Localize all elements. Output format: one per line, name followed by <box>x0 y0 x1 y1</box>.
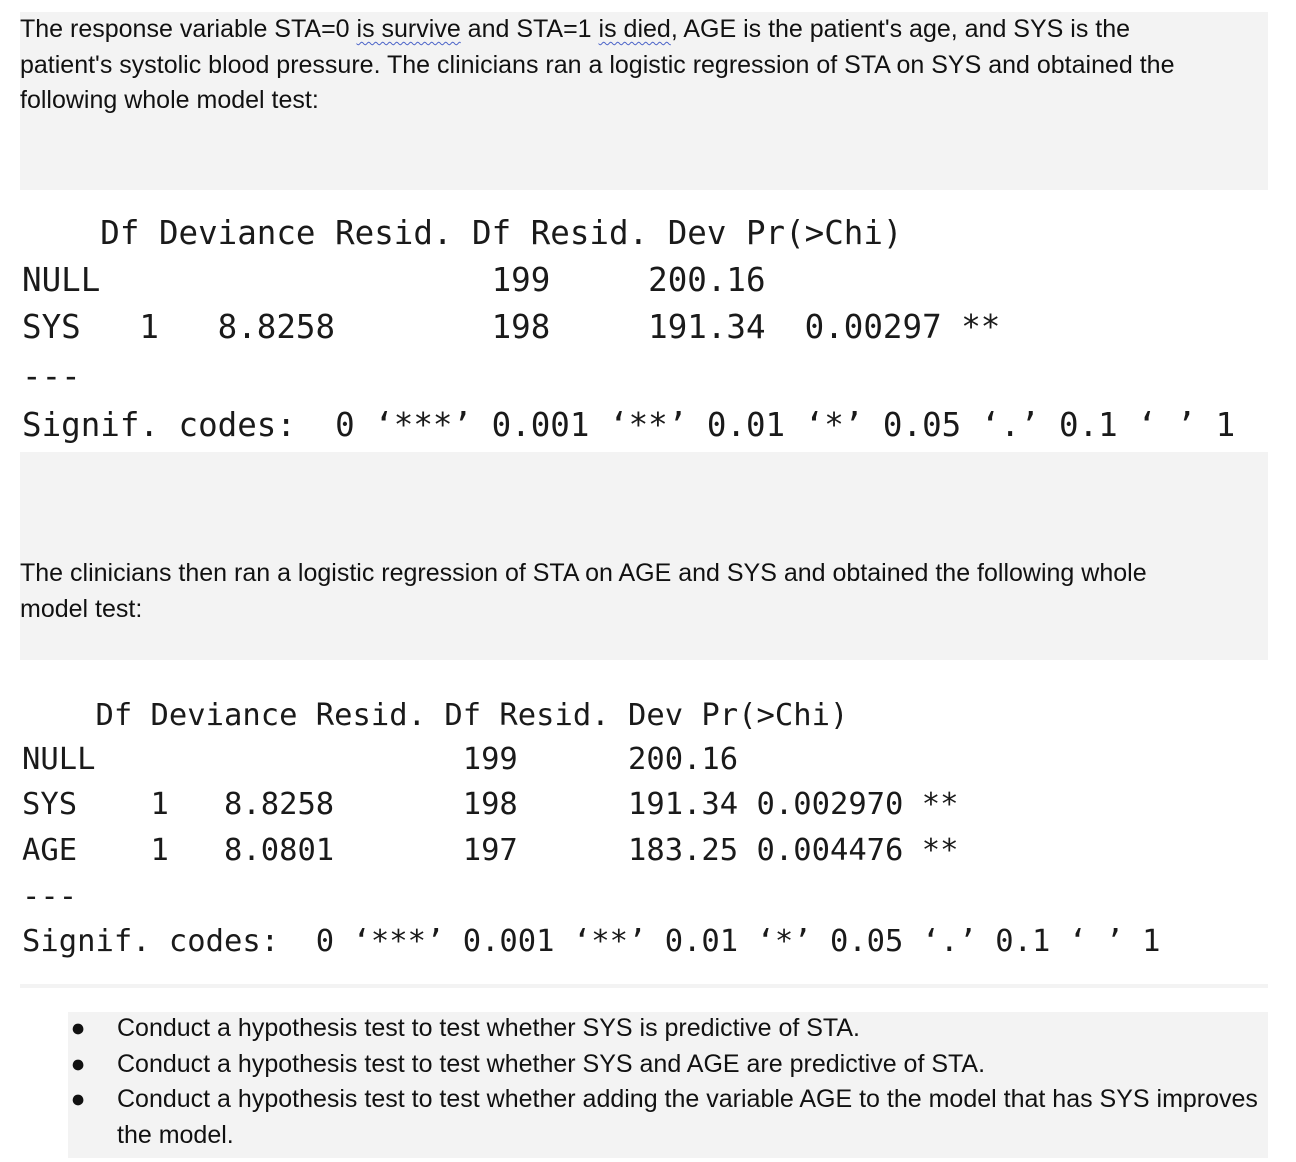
table-row-null: NULL 199 200.16 <box>22 742 739 777</box>
task-list <box>68 1011 1258 1153</box>
table-row-sys: SYS 1 8.8258 198 191.34 0.002970 ** <box>22 787 959 822</box>
signif-codes: Signif. codes: 0 ‘***’ 0.001 ‘**’ 0.01 ‘*’ 0.05 ‘.’ 0.1 ‘ ’ 1 <box>22 924 1161 959</box>
intro-paragraph <box>20 12 1270 119</box>
list-item: ● Conduct a hypothesis test to test whether adding the variable AGE to the model that has SYS improves the model. <box>68 1082 1258 1153</box>
intro-line-3: following whole model test: <box>20 86 319 114</box>
intro-line-2: patient's systolic blood pressure. The clinicians ran a logistic regression of STA on SYS and obtained the <box>20 50 1175 79</box>
highlight-block-bottom <box>20 984 1268 988</box>
spellcheck-underline-is-survive: is survive <box>356 15 461 43</box>
table-header: Df Deviance Resid. Df Resid. Dev Pr(>Chi) <box>22 214 903 252</box>
bullet-icon: ● <box>70 1014 86 1042</box>
table-row-sys: SYS 1 8.8258 198 191.34 0.00297 ** <box>22 308 1001 346</box>
signif-codes: Signif. codes: 0 ‘***’ 0.001 ‘**’ 0.01 ‘*’ 0.05 ‘.’ 0.1 ‘ ’ 1 <box>22 406 1236 444</box>
spellcheck-underline-is-died: is died <box>598 15 671 43</box>
table-separator: --- <box>22 357 81 395</box>
bullet-icon: ● <box>70 1085 86 1113</box>
model-output-sys-age <box>22 660 1270 984</box>
table-separator: --- <box>22 879 78 914</box>
intro-line-1: The response variable STA=0 is survive and STA=1 is died, AGE is the patient's age, and SYS is the <box>20 15 1131 43</box>
middle-paragraph <box>20 556 1270 627</box>
table-header: Df Deviance Resid. Df Resid. Dev Pr(>Chi) <box>22 698 849 733</box>
middle-line-1: The clinicians then ran a logistic regression of STA on AGE and SYS and obtained the following whole <box>20 559 1147 587</box>
list-item: ● Conduct a hypothesis test to test whether SYS is predictive of STA. <box>68 1011 1258 1047</box>
model-output-sys <box>22 190 1270 452</box>
middle-line-2: model test: <box>20 594 143 623</box>
bullet-icon: ● <box>70 1049 86 1078</box>
table-row-age: AGE 1 8.0801 197 183.25 0.004476 ** <box>22 833 959 868</box>
table-row-null: NULL 199 200.16 <box>22 261 766 299</box>
list-item: ● Conduct a hypothesis test to test whether SYS and AGE are predictive of STA. <box>68 1047 1258 1083</box>
